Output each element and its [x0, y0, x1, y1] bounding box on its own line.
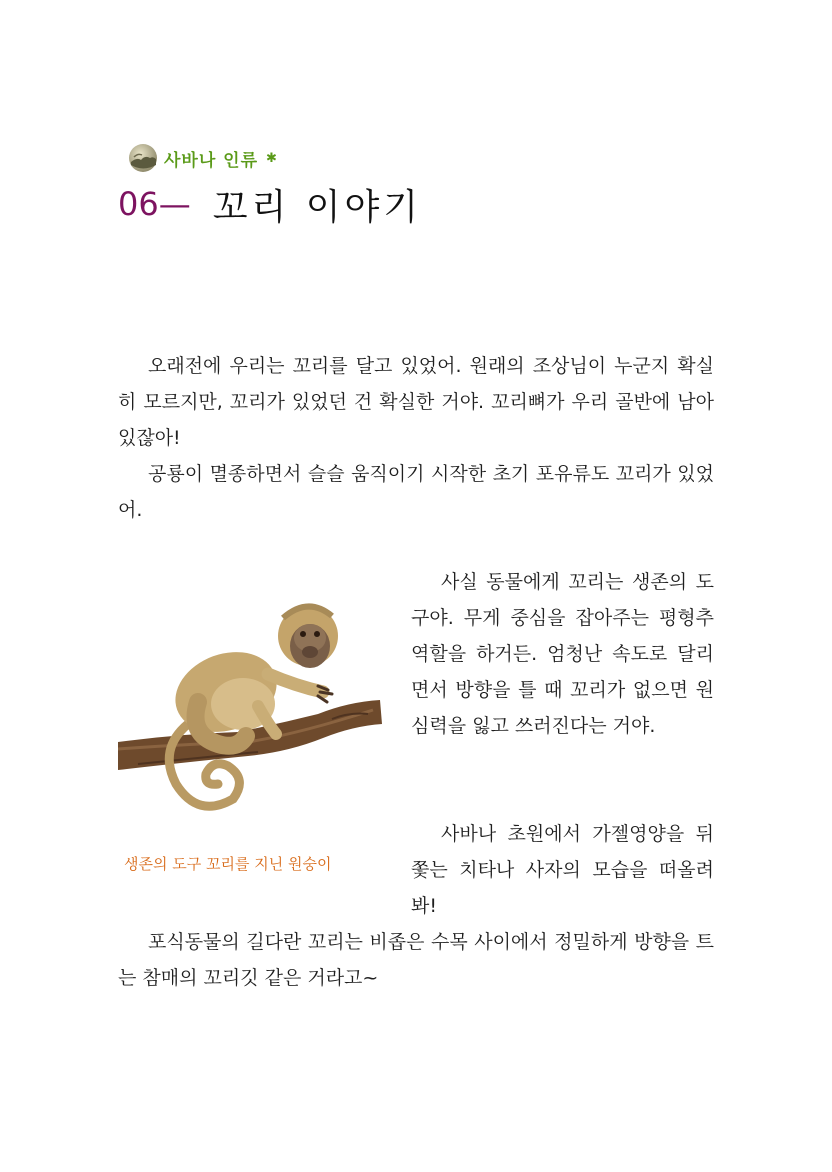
body-paragraph-2: 공룡이 멸종하면서 슬슬 움직이기 시작한 초기 포유류도 꼬리가 있었어. — [118, 463, 714, 521]
body-paragraph-5: 포식동물의 길다란 꼬리는 비좁은 수목 사이에서 정밀하게 방향을 트는 참매의 꼬리깃 같은 거라고~ — [118, 931, 714, 989]
figure-image — [118, 574, 384, 848]
figure-caption: 생존의 도구 꼬리를 지닌 원숭이 — [124, 855, 332, 873]
body-paragraph-3: 사실 동물에게 꼬리는 생존의 도구야. 무게 중심을 잡아주는 평형추 역할을 하거든. 엄청난 속도로 달리면서 방향을 틀 때 꼬리가 없으면 원심력을 잃고 쓰러진다는 거야. — [411, 571, 714, 737]
body-paragraph-4: 사바나 초원에서 가젤영양을 뒤쫓는 치타나 사자의 모습을 떠올려 봐! — [411, 823, 714, 917]
chapter-number: 06 — [118, 185, 159, 223]
chapter-heading — [118, 178, 422, 230]
body-paragraph-1: 오래전에 우리는 꼬리를 달고 있었어. 원래의 조상님이 누군지 확실히 모르지만, 꼬리가 있었던 건 확실한 거야. 꼬리뼈가 우리 골반에 남아 있잖아! — [118, 355, 714, 449]
section-kicker — [128, 142, 277, 174]
chapter-dash: — — [158, 185, 191, 223]
kicker-star-icon: ✱ — [266, 150, 277, 166]
savanna-badge-icon — [128, 143, 158, 173]
monkey-on-branch-illustration — [118, 574, 384, 848]
chapter-title: 꼬리 이야기 — [212, 186, 423, 228]
section-kicker-label: 사바나 인류 — [164, 150, 259, 171]
